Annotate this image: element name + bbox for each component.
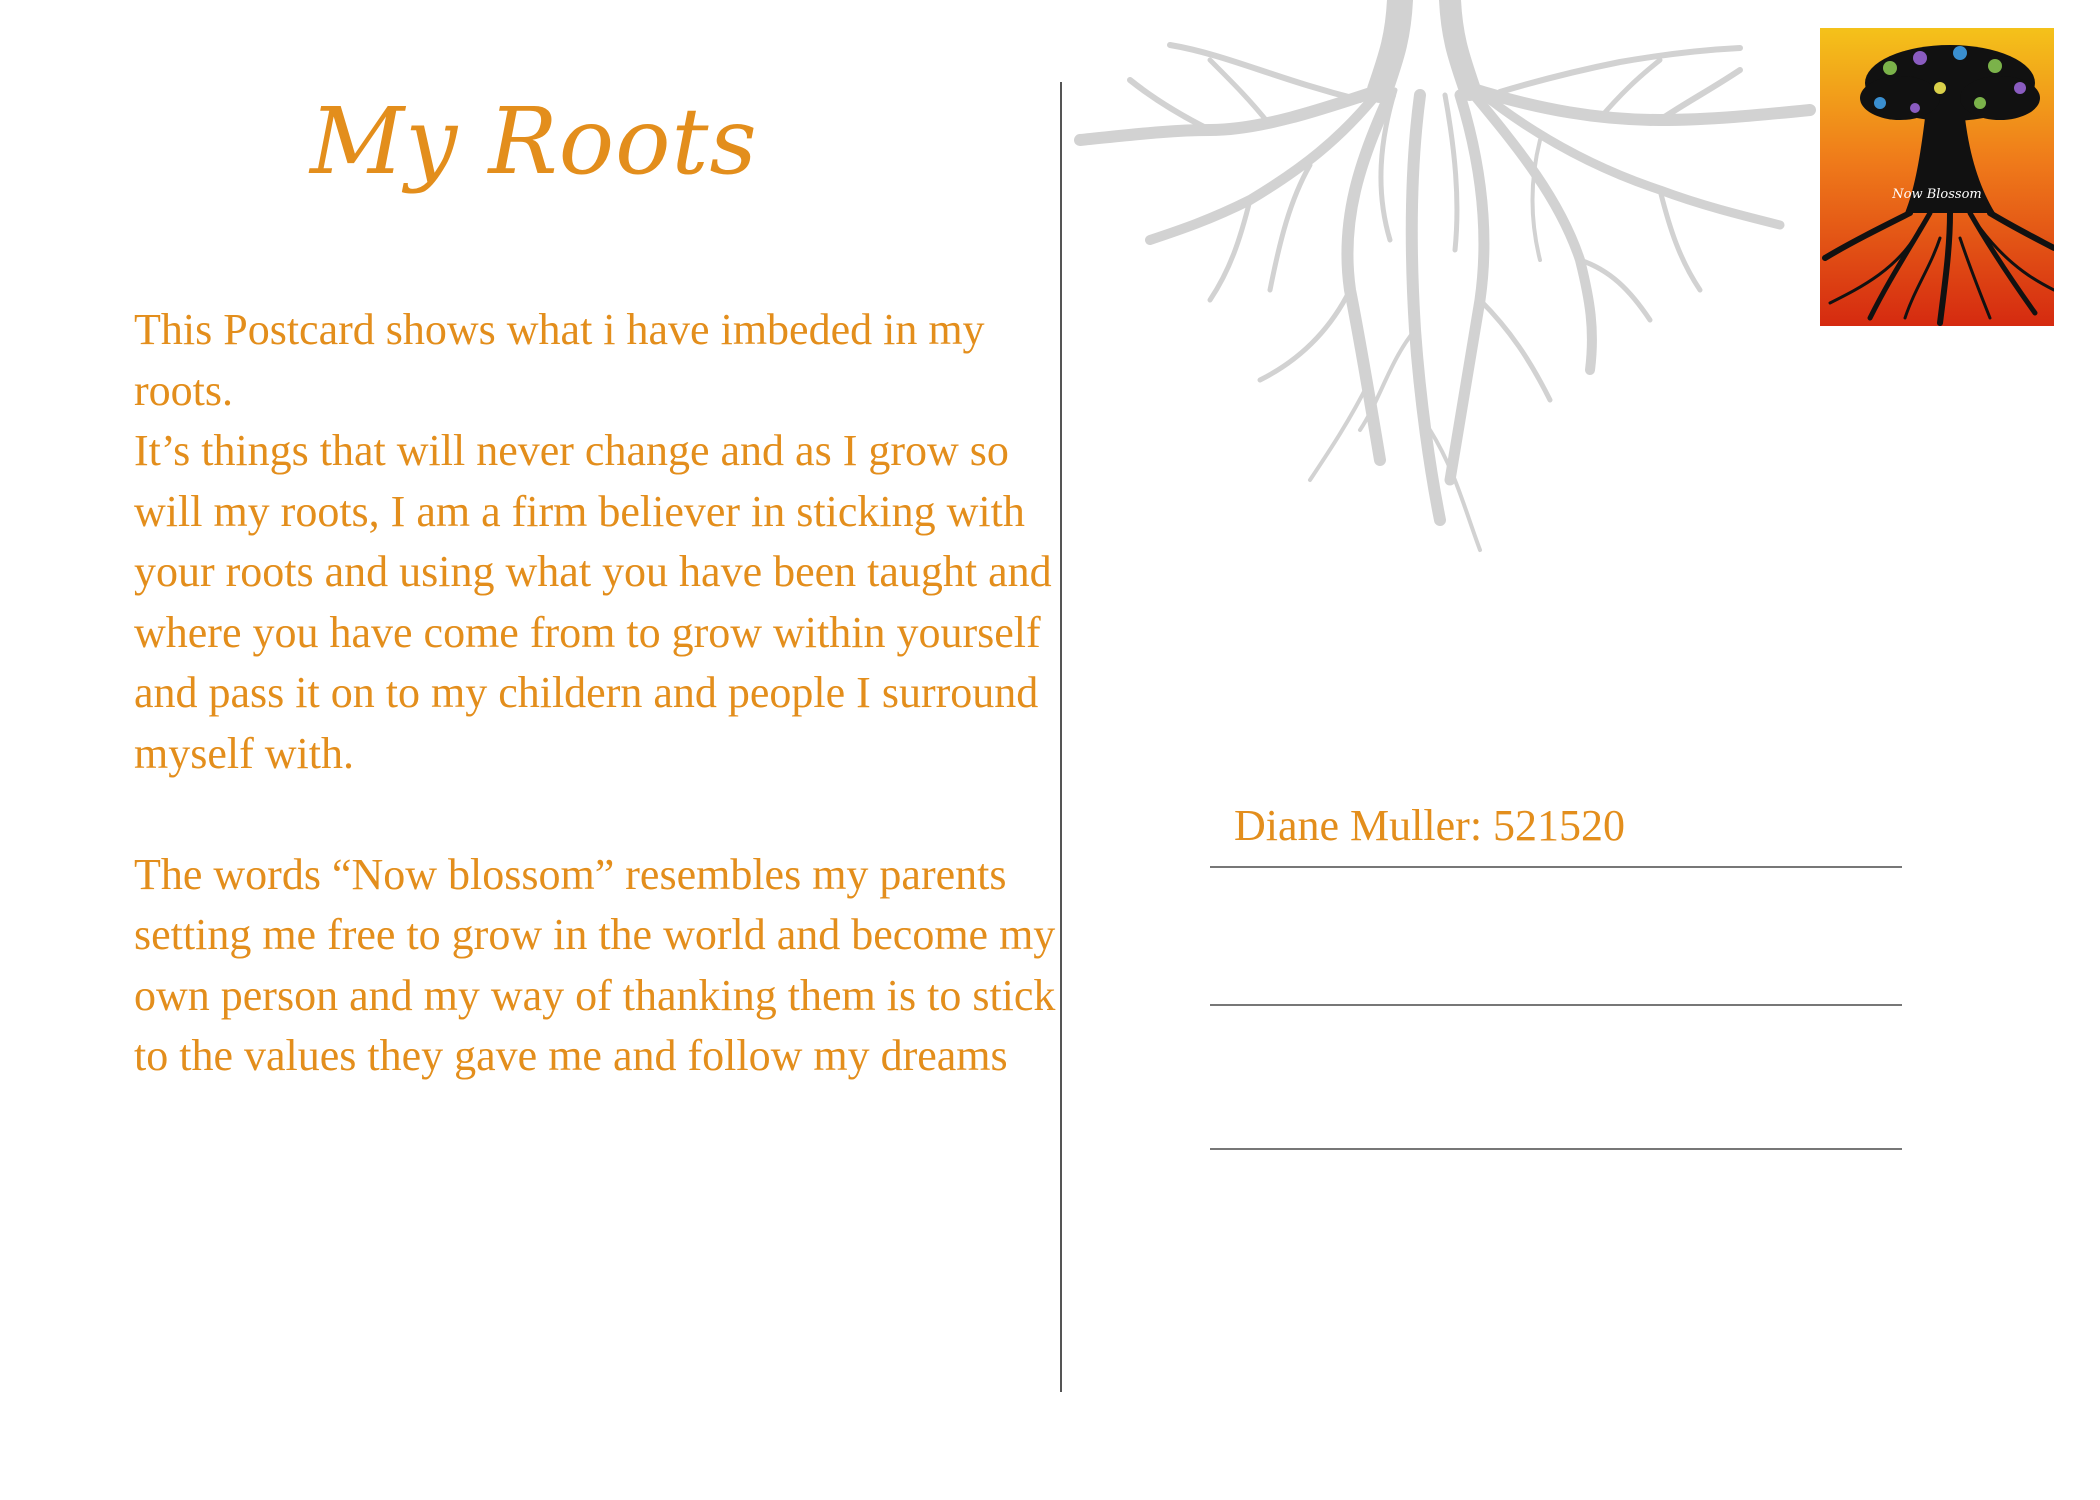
message-paragraph: The words “Now blossom” resembles my parents setting me free to grow in the world and become my own person and my way of thanking them is to stick to the values they gave me and follow my dreams <box>134 849 1056 1080</box>
tree-stamp-image <box>1820 28 2054 326</box>
message-paragraph: It’s things that will never change and as I grow so will my roots, I am a firm believer in sticking with your roots and using what you have been taught and where you have come from to grow within yourself and pass it on to my childern and people I surround myself with. <box>134 426 1052 778</box>
address-line <box>1210 1148 1902 1150</box>
stamp-label: Now Blossom <box>1892 187 1982 202</box>
roots-illustration <box>1060 0 1820 560</box>
address-name: Diane Muller: 521520 <box>1234 801 1626 850</box>
postage-stamp <box>1820 28 2054 326</box>
message-body <box>134 300 1064 1087</box>
message-paragraph: This Postcard shows what i have imbeded in my roots. <box>134 305 985 415</box>
paragraph-spacer <box>134 784 1064 845</box>
address-line <box>1210 866 1902 868</box>
postcard-title: My Roots <box>310 88 758 195</box>
address-line <box>1210 1004 1902 1006</box>
